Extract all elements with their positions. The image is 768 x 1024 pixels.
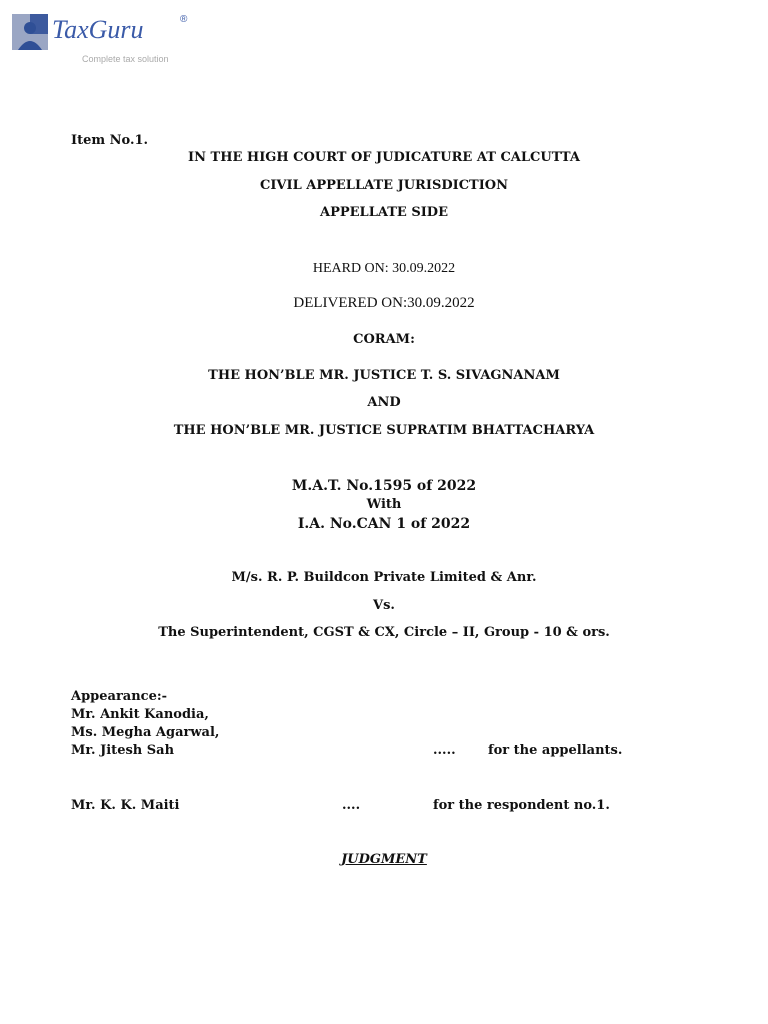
petitioner: M/s. R. P. Buildcon Private Limited & Anr. — [231, 570, 537, 585]
coram: CORAM: — [353, 332, 415, 347]
heard-on: HEARD ON: 30.09.2022 — [312, 261, 456, 276]
jurisdiction: CIVIL APPELLATE JURISDICTION — [260, 178, 508, 193]
judge-2: THE HON’BLE MR. JUSTICE SUPRATIM BHATTACHARYA — [173, 423, 595, 438]
svg-text:®: ® — [180, 14, 188, 25]
with: With — [366, 497, 402, 512]
judge-1: THE HON’BLE MR. JUSTICE T. S. SIVAGNANAM — [208, 368, 560, 383]
counsel: Ms. Megha Agarwal, — [71, 725, 220, 740]
respondent-role: for the respondent no.1. — [433, 798, 610, 813]
appearance-label: Appearance:- — [71, 689, 168, 704]
taxguru-logo — [12, 8, 212, 68]
item-number: Item No.1. — [71, 133, 149, 148]
versus: Vs. — [373, 598, 395, 613]
court-name: IN THE HIGH COURT OF JUDICATURE AT CALCUTTA — [188, 150, 580, 165]
svg-text:TaxGuru: TaxGuru — [52, 15, 144, 44]
respondent: The Superintendent, CGST & CX, Circle – II, Group - 10 & ors. — [158, 625, 610, 640]
case-number: M.A.T. No.1595 of 2022 — [291, 478, 477, 494]
appellants-role: for the appellants. — [488, 743, 623, 758]
and: AND — [367, 395, 401, 410]
delivered-on: DELIVERED ON:30.09.2022 — [293, 295, 475, 311]
dots: ..... — [433, 743, 456, 758]
counsel: Mr. K. K. Maiti — [71, 798, 180, 813]
svg-text:Complete tax solution: Complete tax solution — [82, 54, 169, 64]
dots: .... — [342, 798, 361, 813]
counsel: Mr. Ankit Kanodia, — [71, 707, 209, 722]
judgment-heading: JUDGMENT — [341, 852, 427, 867]
counsel: Mr. Jitesh Sah — [71, 743, 175, 758]
ia-number: I.A. No.CAN 1 of 2022 — [297, 516, 471, 532]
side: APPELLATE SIDE — [320, 205, 448, 220]
logo-icon — [12, 8, 212, 68]
